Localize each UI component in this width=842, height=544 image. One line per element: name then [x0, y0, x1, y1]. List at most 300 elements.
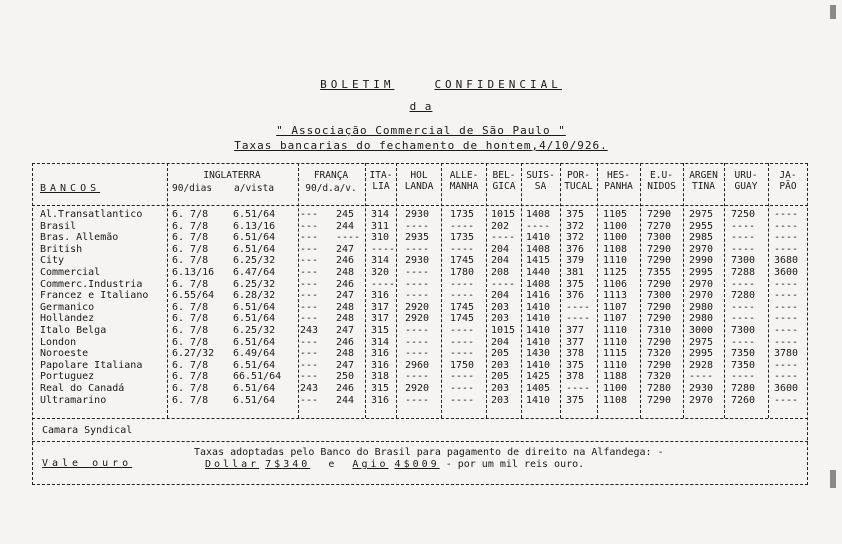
rate-cell-uru: 7280	[731, 383, 756, 394]
rate-cell-ita: 314	[371, 209, 390, 220]
rate-cell-hes: 1100	[603, 220, 628, 232]
rate-cell-hes: 1107	[603, 301, 628, 313]
rate-cell-hol: ----	[405, 371, 430, 383]
rate-cell-sui: 1415	[526, 255, 551, 267]
rate-cell-fv: 246	[336, 255, 355, 267]
rate-cell-uru: 7300	[731, 325, 756, 336]
rate-cell-all: ----	[450, 220, 475, 232]
rate-cell-por: 377	[566, 325, 585, 336]
bank-name: Al.Transatlantico	[40, 209, 143, 220]
rate-cell-arg: 2990	[689, 255, 714, 267]
rate-cell-ing90: 6. 7/8	[172, 336, 209, 348]
rate-cell-ita: 318	[371, 371, 390, 383]
table-row	[0, 221, 842, 233]
rate-cell-hol: 2930	[405, 255, 430, 267]
rate-cell-ita: 311	[371, 220, 390, 232]
rate-cell-ing90: 6. 7/8	[172, 209, 209, 220]
rate-cell-hes: 1115	[603, 348, 628, 360]
rate-cell-all: 1780	[450, 267, 475, 278]
agio-label: Agio	[352, 459, 389, 470]
rate-cell-por: 375	[566, 394, 585, 406]
bank-name: Hollandez	[40, 313, 95, 325]
portugal-header: POR- TUCAL	[564, 170, 593, 192]
rate-cell-por: ----	[566, 383, 591, 394]
rate-cell-hol: 2920	[405, 383, 430, 394]
rate-cell-f90: ---	[300, 267, 319, 278]
rate-cell-arg: 2995	[689, 348, 714, 360]
rate-cell-arg: 2980	[689, 313, 714, 325]
rate-cell-f90: ---	[300, 255, 319, 267]
rate-cell-all: ----	[450, 243, 475, 255]
rate-cell-ingv: 6.25/32	[233, 255, 276, 267]
dollar-value: 7$340	[265, 459, 311, 470]
rate-cell-uru: ----	[731, 243, 756, 255]
rate-cell-por: 376	[566, 290, 585, 302]
rate-cell-jap: ----	[774, 220, 799, 232]
bank-name: Real do Canadá	[40, 383, 125, 394]
table-row	[0, 395, 842, 407]
rate-cell-ing90: 6. 7/8	[172, 313, 209, 325]
rate-cell-bel: 1015	[491, 325, 516, 336]
rate-cell-arg: 2955	[689, 220, 714, 232]
rate-cell-uru: ----	[731, 278, 756, 290]
rate-cell-arg: 2980	[689, 301, 714, 313]
rate-cell-jap: ----	[774, 313, 799, 325]
rate-cell-f90: ---	[300, 359, 319, 371]
rate-cell-hes: 1110	[603, 325, 628, 336]
rate-cell-f90: ---	[300, 232, 319, 244]
table-row	[0, 360, 842, 372]
rate-cell-hol: 2920	[405, 313, 430, 325]
table-row	[0, 348, 842, 360]
rate-cell-por: 376	[566, 243, 585, 255]
rate-cell-uru: ----	[731, 232, 756, 244]
rate-cell-sui: 1410	[526, 325, 551, 336]
rate-cell-f90: ---	[300, 348, 319, 360]
camara-divider	[32, 441, 808, 442]
rate-cell-all: 1735	[450, 232, 475, 244]
rate-cell-hol: ----	[405, 278, 430, 290]
rate-cell-sui: ----	[526, 220, 551, 232]
rate-cell-ing90: 6. 7/8	[172, 255, 209, 267]
scan-mark	[830, 470, 836, 488]
rate-cell-fv: 247	[336, 290, 355, 302]
rate-cell-jap: ----	[774, 209, 799, 220]
rate-cell-fv: 246	[336, 278, 355, 290]
bank-name: British	[40, 243, 83, 255]
table-row	[0, 337, 842, 349]
rate-cell-por: 381	[566, 267, 585, 278]
rate-cell-ita: 320	[371, 267, 390, 278]
rate-cell-uru: 7300	[731, 255, 756, 267]
bank-name: Bras. Allemão	[40, 232, 119, 244]
rate-cell-bel: 208	[491, 267, 510, 278]
rate-cell-ita: ----	[371, 243, 396, 255]
rate-cell-ingv: 6.13/16	[233, 220, 276, 232]
rate-cell-ing90: 6. 7/8	[172, 220, 209, 232]
rate-cell-por: 378	[566, 348, 585, 360]
hespanha-header: HES- PANHA	[604, 170, 633, 192]
rate-cell-ingv: 6.51/64	[233, 394, 276, 406]
rate-cell-fv: 245	[336, 209, 355, 220]
rate-cell-ita: 314	[371, 255, 390, 267]
bank-name: Portuguez	[40, 371, 95, 383]
rate-cell-eun: 7290	[647, 336, 672, 348]
rate-cell-eun: 7290	[647, 255, 672, 267]
rate-cell-f90: ---	[300, 220, 319, 232]
rate-cell-jap: ----	[774, 325, 799, 336]
rate-cell-fv: 248	[336, 313, 355, 325]
rate-cell-hol: ----	[405, 394, 430, 406]
rate-cell-arg: 2970	[689, 290, 714, 302]
rate-cell-hes: 1106	[603, 278, 628, 290]
rate-cell-all: 1745	[450, 313, 475, 325]
rate-cell-bel: 1015	[491, 209, 516, 220]
bancos-header: BANCOS	[40, 183, 101, 194]
rate-cell-ing90: 6.27/32	[172, 348, 215, 360]
title-word-2: CONFIDENCIAL	[434, 78, 562, 91]
rate-cell-uru: ----	[731, 313, 756, 325]
rate-cell-hol: ----	[405, 325, 430, 336]
eunidos-header: E.U- NIDOS	[647, 170, 676, 192]
rate-cell-eun: 7290	[647, 209, 672, 220]
rate-cell-ingv: 6.51/64	[233, 232, 276, 244]
rate-cell-ita: ----	[371, 278, 396, 290]
rate-cell-eun: 7280	[647, 383, 672, 394]
table-row	[0, 290, 842, 302]
rate-cell-jap: 3600	[774, 267, 799, 278]
rate-cell-ingv: 66.51/64	[233, 371, 282, 383]
rate-cell-hol: ----	[405, 336, 430, 348]
rate-cell-jap: ----	[774, 278, 799, 290]
rate-cell-bel: 203	[491, 359, 510, 371]
rate-cell-por: ----	[566, 301, 591, 313]
rate-cell-f90: 243	[300, 383, 319, 394]
rate-cell-eun: 7320	[647, 371, 672, 383]
rate-cell-sui: 1440	[526, 267, 551, 278]
bank-name: City	[40, 255, 65, 267]
rate-cell-f90: ---	[300, 209, 319, 220]
rate-cell-sui: 1405	[526, 383, 551, 394]
rate-cell-ingv: 6.51/64	[233, 383, 276, 394]
inglaterra-90dias-header: 90/dias	[172, 183, 213, 194]
rate-cell-f90: ---	[300, 336, 319, 348]
rate-cell-all: 1750	[450, 359, 475, 371]
rate-cell-jap: ----	[774, 232, 799, 244]
rate-cell-bel: 205	[491, 371, 510, 383]
rate-cell-ita: 316	[371, 348, 390, 360]
rate-cell-jap: ----	[774, 243, 799, 255]
rate-cell-ing90: 6. 7/8	[172, 394, 209, 406]
rate-cell-por: 372	[566, 232, 585, 244]
title-word-1: BOLETIM	[320, 78, 395, 91]
rate-cell-ing90: 6. 7/8	[172, 301, 209, 313]
table-row	[0, 232, 842, 244]
rate-cell-ita: 316	[371, 394, 390, 406]
rate-cell-bel: 205	[491, 348, 510, 360]
rate-cell-hol: ----	[405, 243, 430, 255]
rate-cell-eun: 7290	[647, 243, 672, 255]
rate-cell-sui: 1408	[526, 243, 551, 255]
rate-cell-por: ----	[566, 313, 591, 325]
rate-cell-all: ----	[450, 383, 475, 394]
bank-name: Commerc.Industria	[40, 278, 143, 290]
scan-mark	[830, 5, 836, 19]
rate-cell-eun: 7270	[647, 220, 672, 232]
rate-cell-bel: 203	[491, 313, 510, 325]
rate-cell-sui: 1410	[526, 301, 551, 313]
rate-cell-hes: 1107	[603, 313, 628, 325]
camara-syndical-label: Camara Syndical	[42, 425, 133, 436]
rate-cell-sui: 1408	[526, 209, 551, 220]
rate-cell-eun: 7320	[647, 348, 672, 360]
rate-cell-hes: 1113	[603, 290, 628, 302]
table-row	[0, 313, 842, 325]
title-connector	[0, 100, 842, 113]
rate-cell-bel: 203	[491, 394, 510, 406]
rate-cell-ing90: 6. 7/8	[172, 278, 209, 290]
table-row	[0, 325, 842, 337]
association-text: " Associação Commercial de São Paulo "	[276, 124, 566, 137]
rate-cell-ing90: 6.13/16	[172, 267, 215, 278]
rate-cell-eun: 7300	[647, 232, 672, 244]
bank-name: Noroeste	[40, 348, 89, 360]
rate-cell-ing90: 6. 7/8	[172, 383, 209, 394]
rate-cell-uru: ----	[731, 336, 756, 348]
rate-cell-uru: 7260	[731, 394, 756, 406]
rate-cell-f90: ---	[300, 394, 319, 406]
rate-cell-ingv: 6.25/32	[233, 278, 276, 290]
rate-cell-ingv: 6.25/32	[233, 325, 276, 336]
rate-cell-f90: 243	[300, 325, 319, 336]
rate-cell-uru: 7288	[731, 267, 756, 278]
rate-cell-jap: ----	[774, 371, 799, 383]
rate-cell-eun: 7290	[647, 301, 672, 313]
rate-cell-bel: 204	[491, 290, 510, 302]
rate-cell-bel: 204	[491, 243, 510, 255]
rate-cell-ingv: 6.51/64	[233, 243, 276, 255]
rate-cell-f90: ---	[300, 371, 319, 383]
rate-cell-uru: 7350	[731, 348, 756, 360]
rate-cell-all: ----	[450, 371, 475, 383]
rate-cell-fv: 247	[336, 325, 355, 336]
rate-cell-fv: 244	[336, 220, 355, 232]
rate-cell-fv: 246	[336, 383, 355, 394]
rate-cell-hol: ----	[405, 290, 430, 302]
rate-cell-ing90: 6.55/64	[172, 290, 215, 302]
vale-ouro-label: Vale ouro	[42, 458, 133, 469]
rate-cell-ingv: 6.51/64	[233, 313, 276, 325]
rate-cell-arg: 3000	[689, 325, 714, 336]
rate-cell-all: 1735	[450, 209, 475, 220]
uruguay-header: URU- GUAY	[734, 170, 758, 192]
italia-header: ITA- LIA	[369, 170, 393, 192]
rate-cell-uru: 7280	[731, 290, 756, 302]
rate-cell-uru: ----	[731, 301, 756, 313]
rate-cell-arg: 2970	[689, 243, 714, 255]
suffix-text: - por um mil reis ouro.	[445, 459, 585, 470]
subtitle-text: Taxas bancarias do fechamento de hontem,4/10/926.	[234, 139, 608, 152]
rate-cell-hol: ----	[405, 267, 430, 278]
table-row	[0, 267, 842, 279]
rate-cell-por: 375	[566, 209, 585, 220]
rate-cell-por: 372	[566, 220, 585, 232]
rate-cell-all: ----	[450, 278, 475, 290]
rate-cell-sui: 1410	[526, 313, 551, 325]
rate-cell-hes: 1110	[603, 336, 628, 348]
rate-cell-hol: ----	[405, 220, 430, 232]
subtitle	[0, 139, 842, 152]
rate-cell-ita: 317	[371, 313, 390, 325]
rate-cell-arg: 2970	[689, 394, 714, 406]
rate-cell-arg: 2970	[689, 278, 714, 290]
rate-cell-eun: 7290	[647, 359, 672, 371]
rate-cell-eun: 7290	[647, 394, 672, 406]
rate-cell-por: 375	[566, 359, 585, 371]
inglaterra-header: INGLATERRA	[203, 170, 261, 181]
rate-cell-arg: 2975	[689, 209, 714, 220]
bank-name: Germanico	[40, 301, 95, 313]
rate-cell-ita: 317	[371, 301, 390, 313]
rate-cell-hes: 1108	[603, 243, 628, 255]
rate-cell-ingv: 6.51/64	[233, 359, 276, 371]
rate-cell-hol: ----	[405, 348, 430, 360]
rate-cell-hes: 1188	[603, 371, 628, 383]
rate-cell-uru: 7250	[731, 209, 756, 220]
rate-cell-bel: ----	[491, 278, 516, 290]
rate-cell-sui: 1430	[526, 348, 551, 360]
rate-cell-jap: ----	[774, 359, 799, 371]
rate-cell-f90: ---	[300, 243, 319, 255]
rate-cell-eun: 7290	[647, 278, 672, 290]
rate-cell-jap: 3680	[774, 255, 799, 267]
rate-cell-hes: 1105	[603, 209, 628, 220]
rate-cell-all: ----	[450, 290, 475, 302]
bank-name: Commercial	[40, 267, 101, 278]
table-row	[0, 209, 842, 221]
rate-cell-hes: 1110	[603, 359, 628, 371]
rate-cell-hes: 1100	[603, 232, 628, 244]
rate-cell-bel: 203	[491, 301, 510, 313]
rate-cell-bel: ----	[491, 232, 516, 244]
japao-header: JA- PÃO	[779, 170, 797, 192]
rate-cell-ita: 310	[371, 232, 390, 244]
suissa-header: SUIS- SA	[526, 170, 555, 192]
rate-cell-ita: 314	[371, 336, 390, 348]
bulletin-title	[0, 78, 842, 91]
da-text: d a	[409, 100, 433, 113]
rate-cell-jap: ----	[774, 394, 799, 406]
rate-cell-fv: 248	[336, 348, 355, 360]
rate-cell-hol: 2935	[405, 232, 430, 244]
rate-cell-jap: ----	[774, 290, 799, 302]
dollar-agio-line	[205, 459, 584, 470]
rate-cell-uru: ----	[731, 220, 756, 232]
rate-cell-fv: 247	[336, 359, 355, 371]
rate-cell-fv: 248	[336, 267, 355, 278]
rate-cell-ita: 316	[371, 290, 390, 302]
rate-cell-ingv: 6.51/64	[233, 209, 276, 220]
rate-cell-f90: ---	[300, 301, 319, 313]
rate-cell-ing90: 6. 7/8	[172, 359, 209, 371]
rate-cell-arg: 2975	[689, 336, 714, 348]
rate-cell-ita: 316	[371, 359, 390, 371]
rate-cell-all: 1745	[450, 301, 475, 313]
rate-cell-fv: 250	[336, 371, 355, 383]
rate-cell-por: 378	[566, 371, 585, 383]
rate-cell-jap: 3780	[774, 348, 799, 360]
rate-cell-sui: 1410	[526, 336, 551, 348]
rate-cell-hol: 2920	[405, 301, 430, 313]
rate-cell-sui: 1416	[526, 290, 551, 302]
table-row	[0, 371, 842, 383]
rate-cell-sui: 1408	[526, 278, 551, 290]
rate-cell-eun: 7290	[647, 313, 672, 325]
header-divider	[32, 205, 808, 206]
franca-header: FRANÇA	[313, 170, 349, 181]
rate-cell-bel: 204	[491, 336, 510, 348]
rate-cell-fv: 247	[336, 243, 355, 255]
rate-cell-uru: ----	[731, 371, 756, 383]
rate-cell-fv: 246	[336, 336, 355, 348]
bank-name: Francez e Italiano	[40, 290, 149, 302]
rate-cell-hol: 2960	[405, 359, 430, 371]
rate-cell-uru: 7350	[731, 359, 756, 371]
rate-cell-eun: 7300	[647, 290, 672, 302]
table-row	[0, 383, 842, 395]
rate-cell-hes: 1125	[603, 267, 628, 278]
rate-cell-eun: 7310	[647, 325, 672, 336]
rate-cell-ing90: 6. 7/8	[172, 232, 209, 244]
rate-cell-por: 379	[566, 255, 585, 267]
rate-cell-f90: ---	[300, 313, 319, 325]
e-text: e	[328, 459, 335, 470]
rate-cell-arg: ----	[689, 371, 714, 383]
rate-cell-sui: 1410	[526, 394, 551, 406]
bank-name: Ultramarino	[40, 394, 107, 406]
taxas-line: Taxas adoptadas pelo Banco do Brasil para pagamento de direito na Alfandega: -	[194, 447, 664, 458]
rate-cell-ingv: 6.51/64	[233, 301, 276, 313]
allemanha-header: ALLE- MANHA	[449, 170, 479, 192]
belgica-header: BEL- GICA	[492, 170, 516, 192]
rate-cell-ingv: 6.28/32	[233, 290, 276, 302]
rate-cell-all: ----	[450, 336, 475, 348]
rate-cell-f90: ---	[300, 290, 319, 302]
rate-cell-all: ----	[450, 325, 475, 336]
rate-cell-arg: 2985	[689, 232, 714, 244]
rate-cell-ing90: 6. 7/8	[172, 371, 209, 383]
rate-cell-ita: 315	[371, 325, 390, 336]
rate-cell-ita: 315	[371, 383, 390, 394]
rate-cell-ingv: 6.49/64	[233, 348, 276, 360]
bank-name: Papolare Italiana	[40, 359, 143, 371]
rate-cell-hol: 2930	[405, 209, 430, 220]
rate-cell-sui: 1410	[526, 232, 551, 244]
rate-cell-sui: 1410	[526, 359, 551, 371]
rate-cell-ing90: 6. 7/8	[172, 243, 209, 255]
table-row	[0, 255, 842, 267]
rate-cell-arg: 2928	[689, 359, 714, 371]
rate-cell-all: ----	[450, 348, 475, 360]
rate-cell-jap: ----	[774, 301, 799, 313]
association-name	[0, 124, 842, 137]
argentina-header: ARGEN TINA	[689, 170, 718, 192]
rate-cell-f90: ---	[300, 278, 319, 290]
bank-name: Italo Belga	[40, 325, 107, 336]
rate-cell-sui: 1425	[526, 371, 551, 383]
rate-cell-fv: 244	[336, 394, 355, 406]
table-row	[0, 279, 842, 291]
